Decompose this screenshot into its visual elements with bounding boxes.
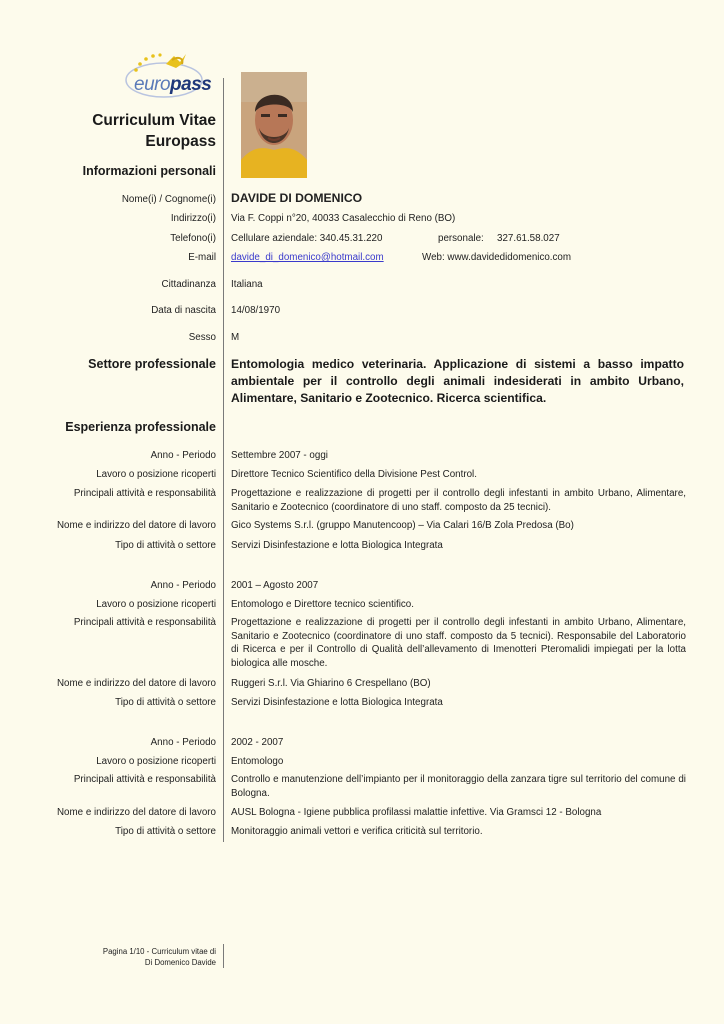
- citizenship-label: Cittadinanza: [161, 279, 216, 290]
- job2-role: Entomologo e Direttore tecnico scientifico.: [231, 599, 414, 610]
- job2-sector: Servizi Disinfestazione e lotta Biologica Integrata: [231, 697, 443, 708]
- email-link[interactable]: davide_di_domenico@hotmail.com: [231, 252, 384, 263]
- job1-activities-label: Principali attività e responsabilità: [73, 488, 216, 499]
- footer-line2: Di Domenico Davide: [144, 958, 216, 967]
- footer-line1: Pagina 1/10 - Curriculum vitae di: [102, 947, 216, 956]
- job2-employer: Ruggeri S.r.l. Via Ghiarino 6 Crespellano (BO): [231, 678, 431, 689]
- job1-employer: Gico Systems S.r.l. (gruppo Manutencoop) – Via Calari 16/B Zola Predosa (Bo): [231, 520, 574, 531]
- job1-period-label: Anno - Periodo: [150, 450, 216, 461]
- job3-employer: AUSL Bologna - Igiene pubblica profilassi malattie infettive. Via Gramsci 12 - Bologna: [231, 807, 602, 818]
- job2-sector-label: Tipo di attività o settore: [115, 697, 216, 708]
- column-divider: [223, 78, 224, 842]
- job1-period: Settembre 2007 - oggi: [231, 450, 328, 461]
- job1-role-label: Lavoro o posizione ricoperti: [96, 469, 216, 480]
- job3-role: Entomologo: [231, 756, 284, 767]
- sector-heading: Settore professionale: [88, 357, 216, 371]
- job1-activities: Progettazione e realizzazione di progetti per il controllo degli infestanti in ambito Urbano, Alimentare, Sanitario e Zootecnico (coordinatore di uno staff. composto da 25 tecnici).: [231, 488, 686, 513]
- job3-sector: Monitoraggio animali vettori e verifica criticità sul territorio.: [231, 826, 483, 837]
- job3-activities-label: Principali attività e responsabilità: [73, 774, 216, 785]
- name-value: DAVIDE DI DOMENICO: [231, 191, 363, 205]
- sex-value: M: [231, 332, 240, 343]
- address-value: Via F. Coppi n°20, 40033 Casalecchio di Reno (BO): [231, 213, 456, 224]
- job1-sector: Servizi Disinfestazione e lotta Biologica Integrata: [231, 540, 443, 551]
- phone-personal: 327.61.58.027: [497, 233, 560, 244]
- job3-role-label: Lavoro o posizione ricoperti: [96, 756, 216, 767]
- job3-employer-label: Nome e indirizzo del datore di lavoro: [56, 807, 216, 818]
- birthdate-value: 14/08/1970: [231, 305, 281, 316]
- job2-employer-label: Nome e indirizzo del datore di lavoro: [56, 678, 216, 689]
- email-row: [231, 251, 686, 265]
- personal-info-heading: Informazioni personali: [82, 164, 216, 178]
- job1-sector-label: Tipo di attività o settore: [115, 540, 216, 551]
- job1-role: Direttore Tecnico Scientifico della Divisione Pest Control.: [231, 469, 477, 480]
- web-address: Web: www.davidedidomenico.com: [422, 252, 572, 263]
- job3-period: 2002 - 2007: [231, 737, 284, 748]
- job3-period-label: Anno - Periodo: [150, 737, 216, 748]
- phone-label: Telefono(i): [170, 233, 216, 244]
- job2-activities-label: Principali attività e responsabilità: [73, 617, 216, 628]
- job1-employer-label: Nome e indirizzo del datore di lavoro: [56, 520, 216, 531]
- job2-activities: Progettazione e realizzazione di progetti per il controllo degli infestanti in ambito Urbano, Alimentare, Sanitario e Zootecnico (coordinatore di uno staff. composto da 5 tecnici). Responsabile del Laboratorio di Ricerca e per il Controllo di Qualità dell’allevamento di Imenotteri Pteromalidi impiegati per la lotta biologica alle mosche.: [231, 617, 686, 669]
- job2-period: 2001 – Agosto 2007: [231, 580, 319, 591]
- job2-role-label: Lavoro o posizione ricoperti: [96, 599, 216, 610]
- experience-heading: Esperienza professionale: [65, 420, 216, 434]
- sex-label: Sesso: [188, 332, 216, 343]
- job2-period-label: Anno - Periodo: [150, 580, 216, 591]
- job3-activities: Controllo e manutenzione dell’impianto per il monitoraggio della zanzara tigre sul territorio del comune di Bologna.: [231, 774, 686, 799]
- page-footer: [103, 946, 216, 968]
- cv-title: [92, 110, 216, 152]
- name-label: Nome(i) / Cognome(i): [121, 194, 216, 205]
- email-label: E-mail: [188, 252, 216, 263]
- citizenship-value: Italiana: [231, 279, 263, 290]
- footer-divider: [223, 944, 224, 968]
- job3-sector-label: Tipo di attività o settore: [115, 826, 216, 837]
- birthdate-label: Data di nascita: [151, 305, 216, 316]
- europass-logo: [122, 50, 220, 102]
- phone-personal-label: personale:: [438, 233, 484, 244]
- cv-title-line1: Curriculum Vitae: [92, 112, 216, 129]
- phone-value: [231, 232, 686, 246]
- phone-work: Cellulare aziendale: 340.45.31.220: [231, 233, 383, 244]
- cv-title-line2: Europass: [145, 133, 216, 150]
- europass-logo-text: europass: [134, 74, 212, 95]
- sector-value: Entomologia medico veterinaria. Applicazione di sistemi a basso impatto ambientale per il controllo degli animali indesiderati in ambito Urbano, Alimentare, Sanitario e Zootecnico. Ricerca scientifica.: [231, 357, 684, 405]
- address-label: Indirizzo(i): [170, 213, 216, 224]
- profile-photo: [241, 72, 307, 178]
